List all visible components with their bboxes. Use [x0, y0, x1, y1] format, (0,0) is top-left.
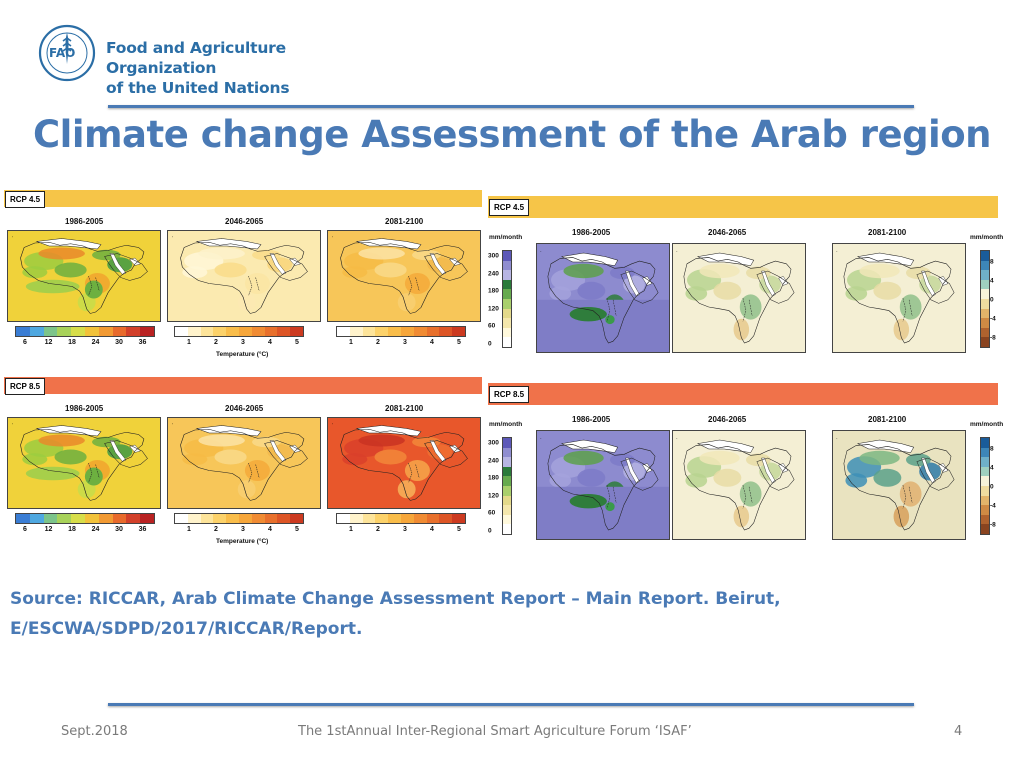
- fao-logo: [36, 24, 366, 97]
- temperature-map: [327, 417, 481, 509]
- period-label: 1986-2005: [572, 228, 611, 237]
- unit-label-right: mm/month: [970, 421, 1004, 428]
- change-colorbar: [980, 250, 990, 348]
- precipitation-panel-0: [488, 196, 1004, 356]
- temperature-panel-1: [4, 377, 482, 553]
- temperature-colorbar: [15, 326, 155, 337]
- scenario-bar: [4, 377, 482, 394]
- scenario-bar: [488, 196, 998, 218]
- temperature-colorbar: [15, 513, 155, 524]
- page-number: 4: [954, 724, 963, 739]
- svg-text:·: ·: [11, 234, 14, 241]
- svg-text:·: ·: [676, 435, 678, 443]
- org-name: [106, 38, 366, 98]
- scenario-label: RCP 8.5: [489, 386, 529, 403]
- period-label: 2081-2100: [385, 217, 424, 226]
- colorbar-ticks: 6 12 18 24 30 36: [23, 526, 147, 533]
- footer-date: Sept.2018: [61, 724, 128, 739]
- scenario-label: RCP 8.5: [5, 378, 45, 395]
- period-label: 1986-2005: [65, 404, 104, 413]
- svg-text:·: ·: [331, 421, 334, 428]
- svg-text:·: ·: [540, 248, 542, 256]
- org-name-line2: of the United Nations: [106, 79, 290, 97]
- period-label: 2081-2100: [868, 415, 907, 424]
- svg-text:·: ·: [171, 234, 174, 241]
- period-label: 2081-2100: [868, 228, 907, 237]
- period-label: 2046-2065: [225, 217, 264, 226]
- source-line2: E/ESCWA/SDPD/2017/RICCAR/Report.: [10, 619, 363, 639]
- svg-text:·: ·: [836, 435, 838, 443]
- slide-title: Climate change Assessment of the Arab region: [32, 113, 991, 156]
- change-colorbar-a: [174, 326, 304, 337]
- change-colorbar: [980, 437, 990, 535]
- footer-event: The 1stAnnual Inter-Regional Smart Agriculture Forum ‘ISAF’: [298, 724, 692, 739]
- precipitation-map: [536, 243, 670, 353]
- fao-emblem-icon: [36, 24, 98, 82]
- temperature-map: [327, 230, 481, 322]
- precipitation-panel-1: [488, 383, 1004, 543]
- temperature-map: [7, 417, 161, 509]
- title-top-rule: [108, 105, 914, 108]
- period-label: 1986-2005: [65, 217, 104, 226]
- scenario-label: RCP 4.5: [5, 191, 45, 208]
- colorbar-ticks: 1 2 3 4 5: [187, 526, 299, 533]
- svg-text:·: ·: [540, 435, 542, 443]
- precipitation-map: [672, 243, 806, 353]
- colorbar-ticks: 1 2 3 4 5: [349, 526, 461, 533]
- period-label: 2081-2100: [385, 404, 424, 413]
- precipitation-colorbar: [502, 250, 512, 348]
- colorbar-ticks: 6 12 18 24 30 36: [23, 339, 147, 346]
- scenario-bar: [488, 383, 998, 405]
- precipitation-map: [672, 430, 806, 540]
- temperature-map: [7, 230, 161, 322]
- change-colorbar-b: [336, 326, 466, 337]
- precipitation-map: [832, 430, 966, 540]
- unit-label-right: mm/month: [970, 234, 1004, 241]
- colorbar-ticks: 300 240 180 120 60 0: [488, 439, 499, 534]
- source-line1: Source: RICCAR, Arab Climate Change Assessment Report – Main Report. Beirut,: [10, 589, 781, 609]
- precipitation-map: [536, 430, 670, 540]
- change-colorbar-b: [336, 513, 466, 524]
- svg-text:·: ·: [836, 248, 838, 256]
- unit-label-left: mm/month: [489, 421, 523, 428]
- svg-text:·: ·: [11, 421, 14, 428]
- colorbar-ticks: 1 2 3 4 5: [349, 339, 461, 346]
- change-colorbar-a: [174, 513, 304, 524]
- temperature-panel-0: [4, 190, 482, 366]
- precipitation-map: [832, 243, 966, 353]
- org-name-line1: Food and Agriculture Organization: [106, 39, 286, 77]
- unit-label-left: mm/month: [489, 234, 523, 241]
- svg-text:·: ·: [171, 421, 174, 428]
- colorbar-ticks: 300 240 180 120 60 0: [488, 252, 499, 347]
- temperature-axis-label: Temperature (°C): [216, 351, 269, 358]
- colorbar-ticks: 1 2 3 4 5: [187, 339, 299, 346]
- source-citation: [10, 584, 910, 644]
- colorbar-ticks: 8 4 0 -4 -8: [990, 258, 996, 342]
- emblem-letters: FAO: [49, 46, 76, 60]
- period-label: 2046-2065: [708, 415, 747, 424]
- precipitation-colorbar: [502, 437, 512, 535]
- temperature-map: [167, 230, 321, 322]
- scenario-bar: [4, 190, 482, 207]
- period-label: 2046-2065: [225, 404, 264, 413]
- svg-text:·: ·: [331, 234, 334, 241]
- svg-text:·: ·: [676, 248, 678, 256]
- temperature-axis-label: Temperature (°C): [216, 538, 269, 545]
- period-label: 1986-2005: [572, 415, 611, 424]
- footer-rule: [108, 703, 914, 706]
- temperature-map: [167, 417, 321, 509]
- scenario-label: RCP 4.5: [489, 199, 529, 216]
- period-label: 2046-2065: [708, 228, 747, 237]
- colorbar-ticks: 8 4 0 -4 -8: [990, 445, 996, 529]
